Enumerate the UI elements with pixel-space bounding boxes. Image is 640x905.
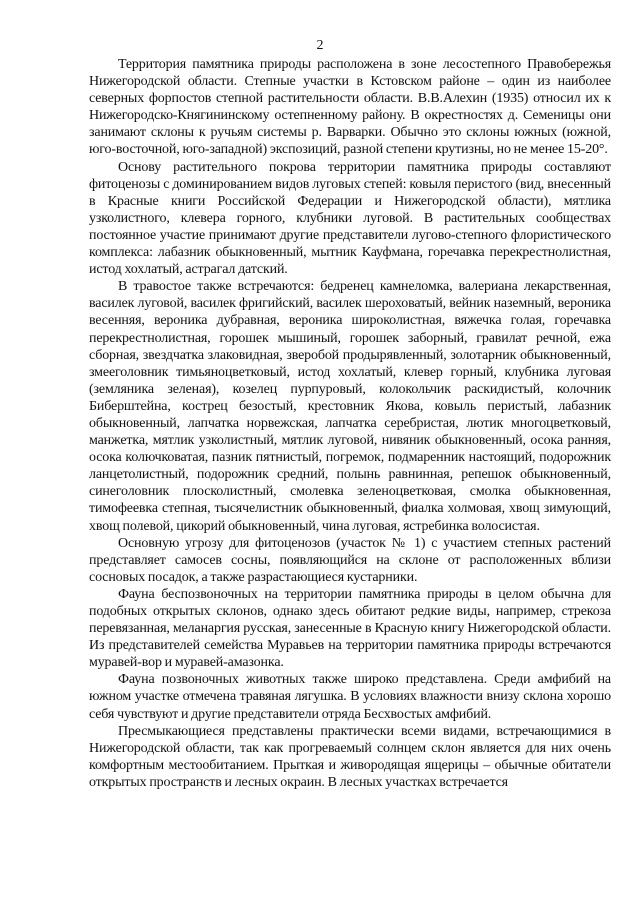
paragraph-vertebrates: Фауна позвоночных животных также широко представлена. Среди амфибий на южном участке отмечена травяная лягушка. В условиях влажности внизу склона хорошо себя чувствуют и другие представители отряда Бесхвостых амфибий. xyxy=(89,672,611,722)
paragraph-threats: Основную угрозу для фитоценозов (участок № 1) с участием степных растений представляет самосев сосны, появляющийся на склоне от расположенных вблизи сосновых посадок, а также разрастающиеся кустарники. xyxy=(89,535,611,585)
paragraph-invertebrates: Фауна беспозвоночных на территории памятника природы в целом обычна для подобных открытых склонов, однако здесь обитают редкие виды, например, стрекоза перевязанная, меланаргия русская, занесенные в Красную книгу Нижегородской области. Из представителей семейства Муравьев на территории памятника природы встречаются муравей-вор и муравей-амазонка. xyxy=(89,586,611,671)
document-body xyxy=(89,56,611,791)
paragraph-species-list: В травостое также встречаются: бедренец камнеломка, валериана лекарственная, василек луговой, василек фригийский, василек шероховатый, вейник наземный, вероника весенняя, вероника дубравная, вероника широколистная, вяжечка голая, горечавка перекрестнолистная, горошек мышиный, горошек заборный, гравилат речной, ежа сборная, звездчатка злаковидная, зверобой продырявленный, золотарник обыкновенный, змееголовник тимьяноцветковый, истод хохлатый, клевер горный, клубника луговая (земляника зеленая), козелец пурпуровый, колокольчик раскидистый, колочник Биберштейна, кострец безостый, крестовник Якова, ковыль перистый, лабазник обыкновенный, лапчатка норвежская, лапчатка серебристая, лютик многоцветковый, манжетка, мятлик узколистный, мятлик луговой, нивяник обыкновенный, осока ранняя, осока колючковатая, пазник пятнистый, погремок, подмаренник настоящий, подорожник ланцетолистный, подорожник средний, полынь равнинная, репешок обыкновенный, синеголовник плосколистный, смолевка зеленоцветковая, смолка обыкновенная, тимофеевка степная, тысячелистник обыкновенный, фиалка холмовая, хвощ зимующий, хвощ полевой, цикорий обыкновенный, чина луговая, ястребинка волосистая. xyxy=(89,279,611,534)
page-number: 2 xyxy=(316,38,324,53)
paragraph-reptiles: Пресмыкающиеся представлены практически всеми видами, встречающимися в Нижегородской области, так как прогреваемый солнцем склон является для них очень комфортным местообитанием. Прыткая и живородящая ящерицы – обычные обитатели открытых пространств и лесных окраин. В лесных участках встречается xyxy=(89,723,611,790)
paragraph-territory: Территория памятника природы расположена в зоне лесостепного Правобережья Нижегородской области. Степные участки в Кстовском районе – один из наиболее северных форпостов степной растительности области. В.В.Алехин (1935) относил их к Нижегородско-Княгининскому остепненному району. В окрестностях д. Семеницы они занимают склоны к ручьям системы р. Варварки. Обычно это склоны южных (южной, юго-восточной, юго-западной) экспозиций, разной степени крутизны, но не менее 15-20°. xyxy=(89,57,611,158)
paragraph-vegetation: Основу растительного покрова территории памятника природы составляют фитоценозы с доминированием видов луговых степей: ковыля перистого (вид, внесенный в Красные книги Российской Федерации и Нижегородской области), мятлика узколистного, клевера горного, клубники луговой. В растительных сообществах постоянное участие принимают другие представители лугово-степного флористического комплекса: лабазник обыкновенный, мытник Кауфмана, горечавка перекрестнолистная, истод хохлатый, астрагал датский. xyxy=(89,159,611,278)
